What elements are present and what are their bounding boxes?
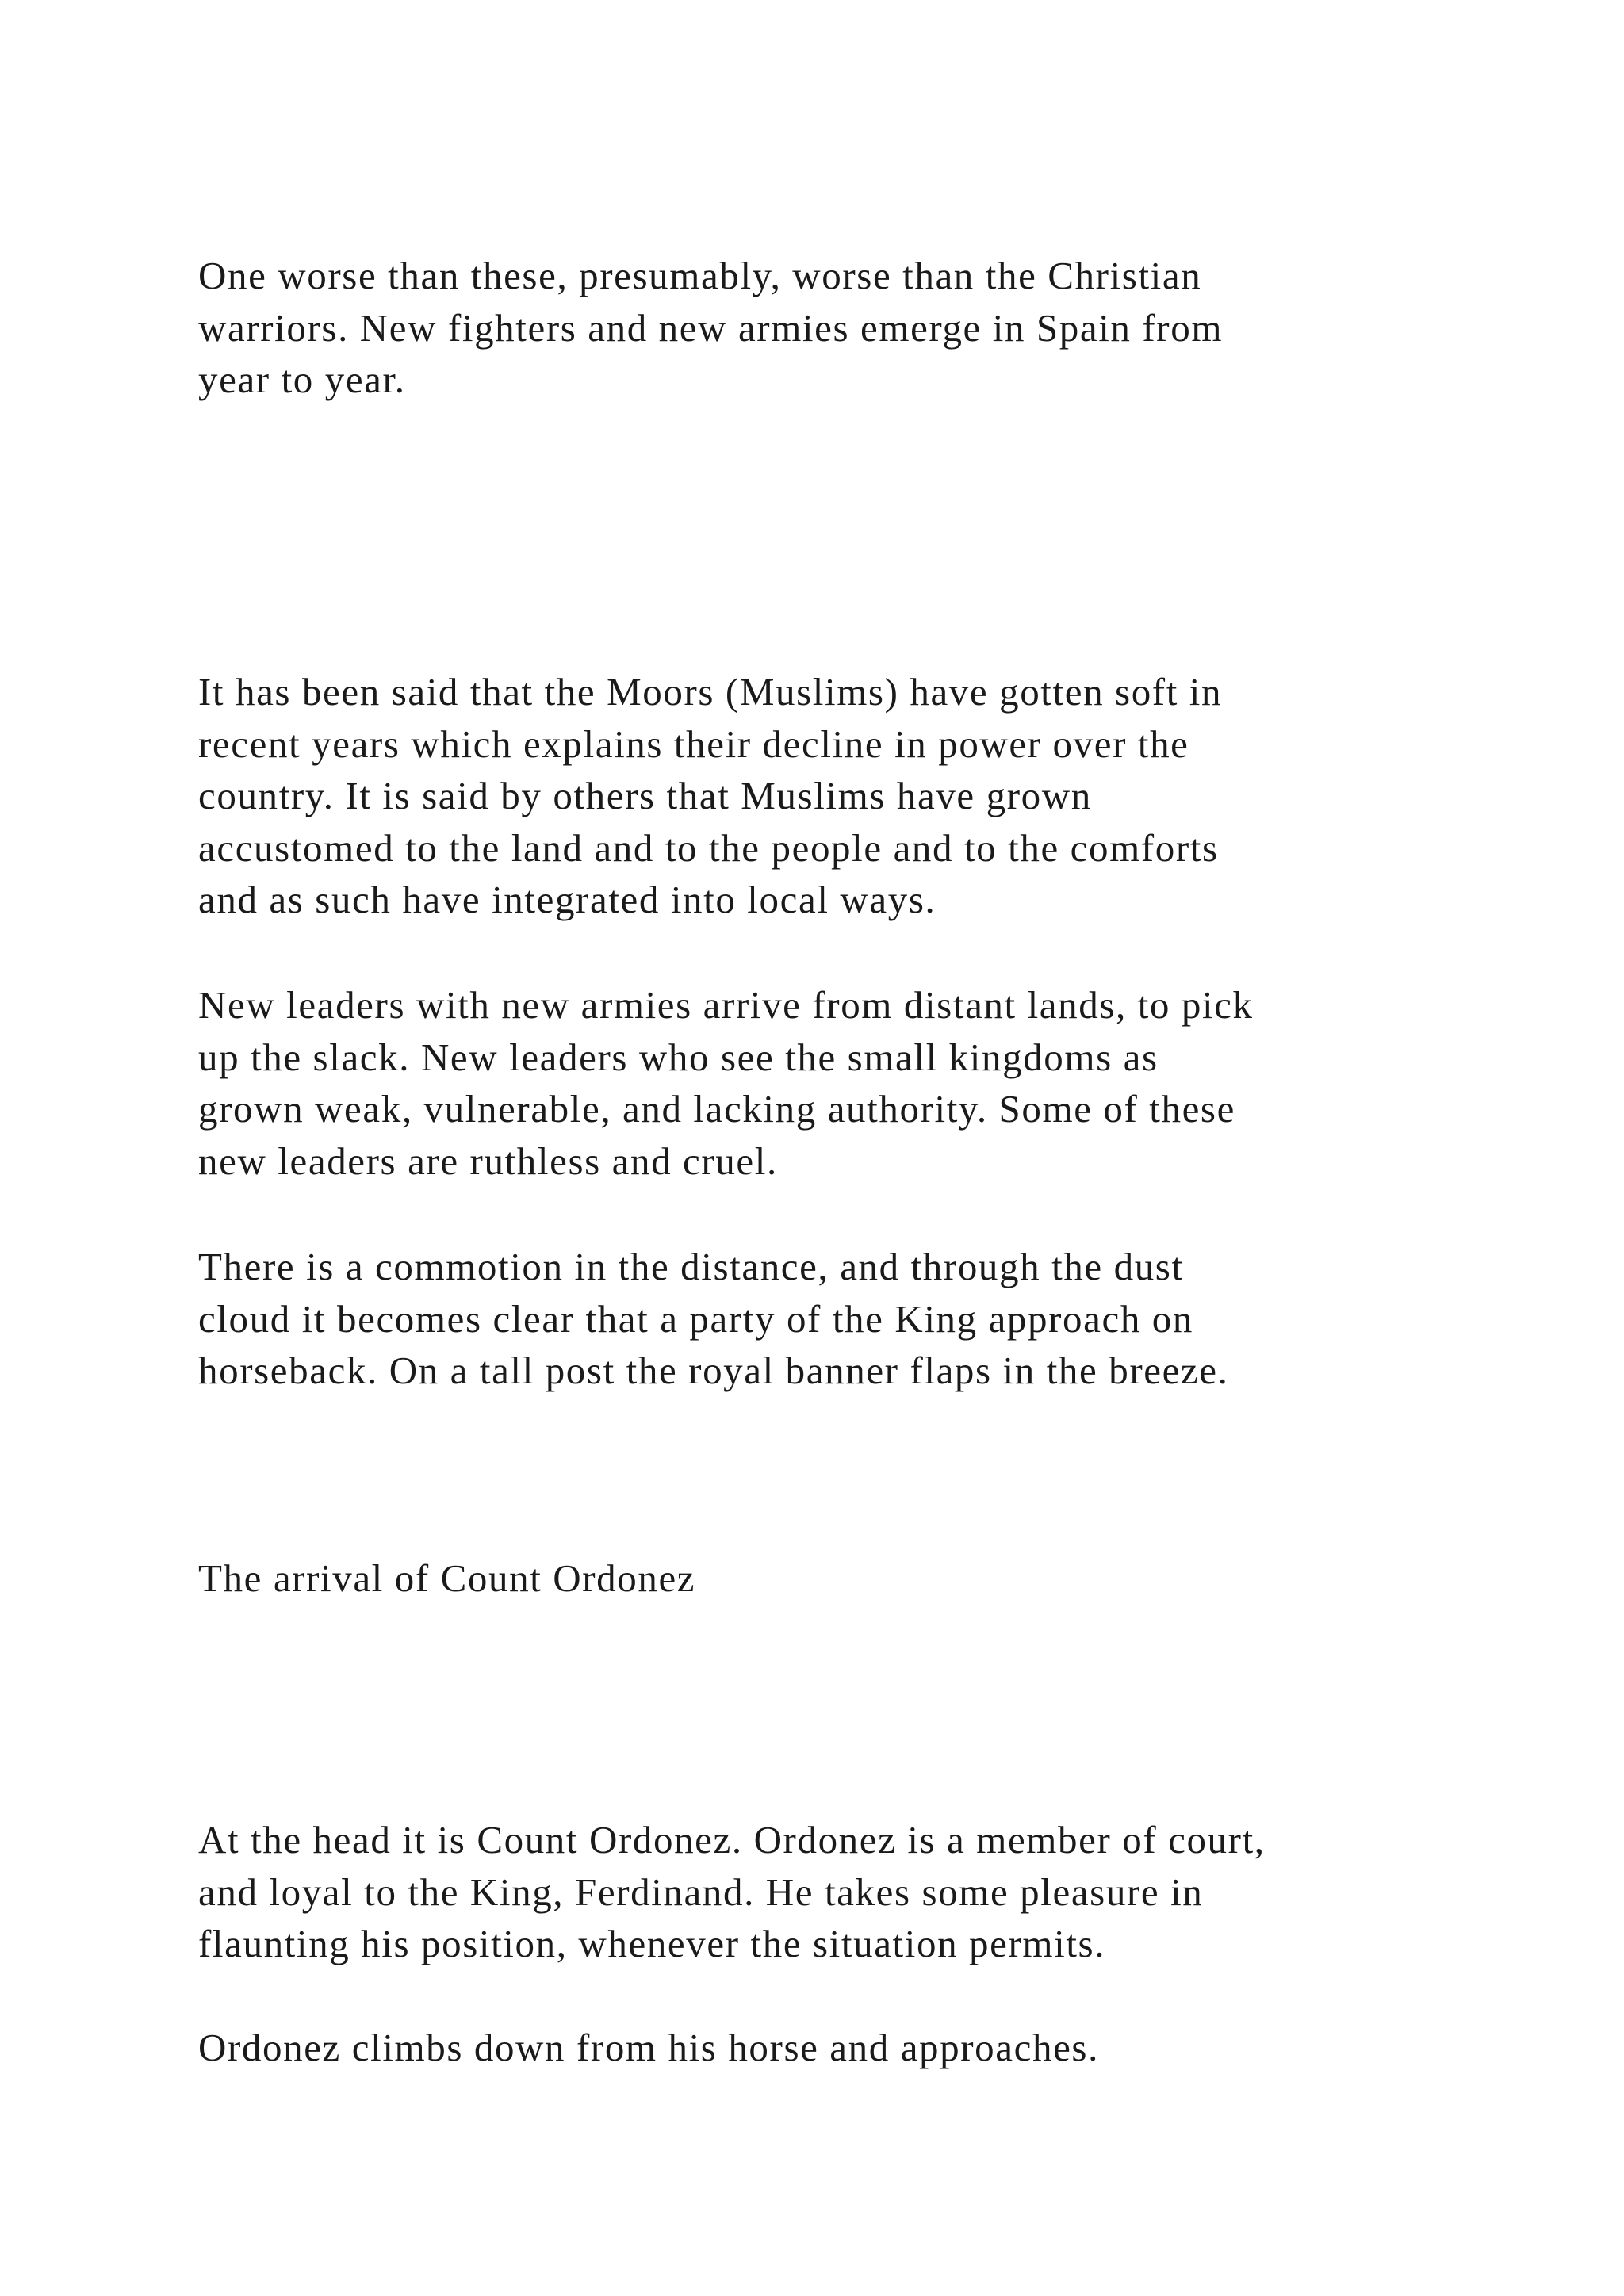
text-line: cloud it becomes clear that a party of the King approach on (198, 1296, 1193, 1341)
text-line: country. It is said by others that Muslims have grown (198, 774, 1092, 817)
text-line: warriors. New fighters and new armies emerge in Spain from (198, 305, 1224, 350)
text-line: new leaders are ruthless and cruel. (198, 1138, 778, 1183)
paragraph-moors-decline (198, 666, 1222, 926)
text-line: and loyal to the King, Ferdinand. He takes some pleasure in (198, 1869, 1204, 1914)
text-line: year to year. (198, 358, 406, 401)
paragraph-christian-warriors (198, 250, 1223, 406)
text-line: One worse than these, presumably, worse than the Christian (198, 254, 1202, 297)
text-line: grown weak, vulnerable, and lacking authority. Some of these (198, 1087, 1235, 1131)
paragraph-count-ordonez (198, 1814, 1266, 1970)
text-line: accustomed to the land and to the people and to the comforts (198, 825, 1219, 870)
text-line: It has been said that the Moors (Muslims) have gotten soft in (198, 670, 1223, 714)
paragraph-commotion (198, 1241, 1228, 1397)
text-line: Ordonez climbs down from his horse and approaches. (198, 2026, 1099, 2069)
paragraph-ordonez-approaches (198, 2022, 1099, 2074)
text-line: At the head it is Count Ordonez. Ordonez is a member of court, (198, 1818, 1266, 1862)
heading-line: The arrival of Count Ordonez (198, 1556, 696, 1600)
section-heading (198, 1552, 695, 1605)
text-line: New leaders with new armies arrive from distant lands, to pick (198, 983, 1254, 1027)
text-line: and as such have integrated into local ways. (198, 878, 936, 921)
text-line: There is a commotion in the distance, and through the dust (198, 1245, 1184, 1288)
text-line: flaunting his position, whenever the situation permits. (198, 1922, 1106, 1965)
paragraph-new-leaders (198, 979, 1254, 1187)
text-line: recent years which explains their decline in power over the (198, 721, 1189, 766)
text-line: up the slack. New leaders who see the small kingdoms as (198, 1035, 1159, 1079)
text-line: horseback. On a tall post the royal banner flaps in the breeze. (198, 1349, 1229, 1392)
